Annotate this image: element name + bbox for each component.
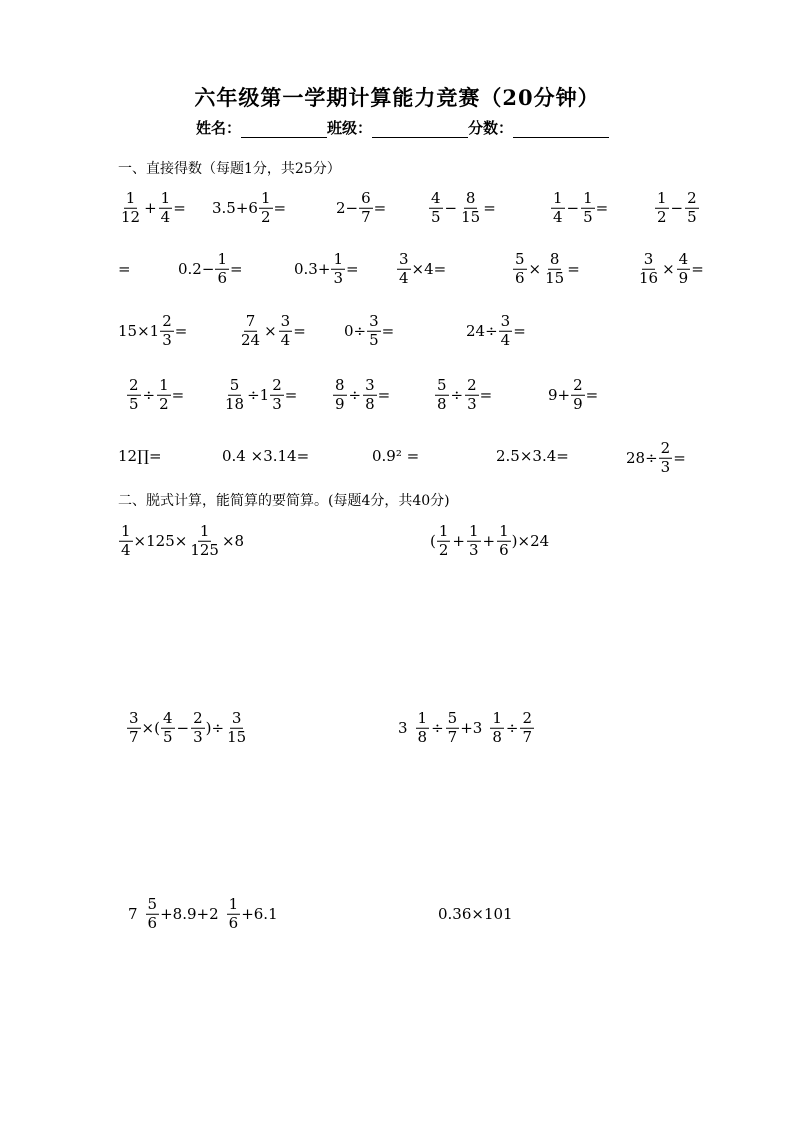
equals-sign: = (118, 260, 131, 278)
operand: 2.5×3.4= (496, 447, 569, 465)
operator: − (670, 199, 684, 217)
equals-sign: = (513, 322, 526, 340)
equals-sign: = (373, 199, 387, 217)
fraction (146, 894, 160, 932)
denominator: 8 (437, 394, 447, 413)
denominator: 5 (129, 394, 139, 413)
fraction (119, 521, 133, 559)
fraction (259, 188, 273, 226)
denominator: 16 (639, 268, 659, 287)
equals-sign: = (377, 386, 391, 404)
problem (222, 447, 309, 465)
fraction (161, 708, 175, 746)
fraction (160, 311, 174, 349)
operator: × (264, 322, 277, 340)
fraction (543, 249, 566, 287)
numerator: 1 (199, 521, 210, 540)
fraction (677, 249, 691, 287)
problem (222, 375, 298, 413)
denominator: 3 (468, 540, 479, 559)
denominator: 8 (365, 394, 375, 413)
numerator: 3 (643, 249, 654, 268)
problem (344, 311, 395, 349)
numerator: 4 (162, 708, 173, 727)
fraction (499, 311, 513, 349)
equals-sign: = (585, 386, 599, 404)
numerator: 1 (121, 521, 131, 540)
numerator: 1 (438, 521, 449, 540)
student-info-line (196, 117, 609, 138)
fraction (159, 188, 173, 226)
problem (118, 260, 131, 278)
denominator: 6 (499, 540, 509, 559)
operator: ÷ (450, 386, 464, 404)
problem (118, 447, 162, 465)
fraction (459, 188, 482, 226)
equals-sign: = (173, 199, 186, 217)
denominator: 3 (467, 394, 477, 413)
operand: 9+ (548, 386, 571, 404)
operator: + (452, 532, 465, 550)
class-label: 班级： (327, 119, 373, 137)
operator: ÷ (431, 719, 444, 737)
fraction (127, 708, 141, 746)
operator: − (176, 719, 190, 737)
operator: ÷ (505, 719, 519, 737)
fraction (520, 708, 534, 746)
denominator: 3 (193, 727, 203, 746)
numerator: 1 (217, 249, 227, 268)
problem (626, 438, 686, 476)
problem (548, 375, 599, 413)
problem (372, 447, 419, 465)
section-2-heading: 二、脱式计算，能简算的要简算。(每题4分，共40分) (118, 493, 450, 509)
problem (118, 188, 186, 226)
numerator: 7 (245, 311, 256, 330)
problem (178, 249, 243, 287)
problem (332, 375, 391, 413)
denominator: 4 (160, 207, 171, 226)
fraction (367, 311, 381, 349)
fraction (571, 375, 585, 413)
fraction (659, 438, 673, 476)
numerator: 5 (447, 708, 458, 727)
denominator: 4 (280, 330, 291, 349)
fraction (157, 375, 171, 413)
operand: ×4= (411, 260, 447, 278)
numerator: 8 (549, 249, 560, 268)
fraction (416, 708, 430, 746)
fraction (223, 375, 246, 413)
denominator: 3 (333, 268, 343, 287)
equals-sign: = (595, 199, 609, 217)
problem (126, 375, 185, 413)
fraction (225, 708, 248, 746)
operand: 12∏= (118, 447, 162, 465)
numerator: 4 (678, 249, 689, 268)
fraction (227, 894, 241, 932)
fraction (467, 521, 481, 559)
operator: − (566, 199, 580, 217)
operand: 0.9² = (372, 447, 420, 465)
name-label: 姓名： (196, 119, 242, 137)
denominator: 2 (438, 540, 449, 559)
problem (512, 249, 580, 287)
problem (336, 188, 387, 226)
numerator: 1 (492, 708, 502, 727)
fraction (490, 708, 504, 746)
equals-sign: = (229, 260, 243, 278)
numerator: 1 (553, 188, 563, 207)
denominator: 4 (553, 207, 563, 226)
equals-sign: = (483, 199, 496, 217)
denominator: 6 (228, 913, 239, 932)
denominator: 2 (657, 207, 667, 226)
denominator: 4 (399, 268, 409, 287)
problem (438, 905, 513, 923)
numerator: 1 (160, 188, 171, 207)
problem (396, 249, 447, 287)
numerator: 3 (369, 311, 379, 330)
denominator: 24 (241, 330, 261, 349)
equals-sign: = (479, 386, 493, 404)
numerator: 1 (417, 708, 428, 727)
operand: 3.5+6 (212, 199, 258, 217)
denominator: 5 (431, 207, 441, 226)
denominator: 6 (147, 913, 158, 932)
equals-sign: = (381, 322, 395, 340)
operand: +3 (460, 719, 483, 737)
numerator: 1 (260, 188, 271, 207)
fraction (581, 188, 595, 226)
operand: )×24 (511, 532, 550, 550)
denominator: 7 (522, 727, 533, 746)
name-blank[interactable] (241, 123, 327, 138)
section-1-heading: 一、直接得数（每题1分，共25分） (118, 161, 341, 177)
operator: × (662, 260, 675, 278)
class-blank[interactable] (372, 123, 468, 138)
denominator: 2 (159, 394, 169, 413)
whole-number: 7 (128, 905, 138, 923)
fraction (270, 375, 284, 413)
denominator: 2 (260, 207, 271, 226)
problem (398, 708, 535, 746)
denominator: 12 (121, 207, 141, 226)
numerator: 2 (129, 375, 139, 394)
paren: ( (430, 532, 436, 550)
problem (212, 188, 287, 226)
denominator: 5 (369, 330, 379, 349)
denominator: 15 (227, 727, 247, 746)
operator: − (444, 199, 458, 217)
denominator: 8 (417, 727, 428, 746)
problem (428, 188, 496, 226)
denominator: 7 (129, 727, 139, 746)
denominator: 5 (583, 207, 593, 226)
denominator: 6 (515, 268, 525, 287)
numerator: 3 (129, 708, 139, 727)
fraction (446, 708, 460, 746)
numerator: 1 (583, 188, 593, 207)
operand: 28÷ (626, 449, 658, 467)
fraction (497, 521, 511, 559)
denominator: 5 (162, 727, 173, 746)
numerator: 8 (335, 375, 345, 394)
equals-sign: = (691, 260, 704, 278)
numerator: 1 (228, 894, 239, 913)
denominator: 4 (500, 330, 511, 349)
fraction (279, 311, 293, 349)
denominator: 7 (447, 727, 458, 746)
denominator: 9 (573, 394, 583, 413)
numerator: 1 (499, 521, 509, 540)
problem (434, 375, 493, 413)
operand: 0÷ (344, 322, 367, 340)
operand: +6.1 (241, 905, 278, 923)
problem (238, 311, 306, 349)
denominator: 3 (162, 330, 172, 349)
fraction (513, 249, 527, 287)
equals-sign: = (284, 386, 298, 404)
operand: +8.9+2 (160, 905, 219, 923)
numerator: 2 (660, 438, 671, 457)
denominator: 15 (461, 207, 481, 226)
operand: 0.3+ (294, 260, 331, 278)
fraction (429, 188, 443, 226)
denominator: 5 (687, 207, 697, 226)
denominator: 4 (121, 540, 131, 559)
fraction (437, 521, 451, 559)
numerator: 1 (468, 521, 479, 540)
fraction (331, 249, 345, 287)
problem (118, 311, 188, 349)
fraction (655, 188, 669, 226)
operand: ×125× (133, 532, 188, 550)
denominator: 8 (492, 727, 502, 746)
numerator: 8 (465, 188, 476, 207)
fraction (363, 375, 377, 413)
numerator: 1 (333, 249, 343, 268)
denominator: 125 (190, 540, 219, 559)
operand: 0.36×101 (438, 905, 513, 923)
numerator: 3 (365, 375, 375, 394)
fraction (551, 188, 565, 226)
denominator: 7 (361, 207, 371, 226)
fraction (188, 521, 221, 559)
operand: 0.4 ×3.14= (222, 447, 310, 465)
problem (128, 894, 278, 932)
numerator: 2 (687, 188, 697, 207)
problem (430, 521, 550, 559)
operator: ÷ (142, 386, 156, 404)
numerator: 2 (272, 375, 282, 394)
operator: + (482, 532, 496, 550)
denominator: 6 (217, 268, 227, 287)
equals-sign: = (273, 199, 287, 217)
fraction (215, 249, 229, 287)
fraction (119, 188, 142, 226)
numerator: 2 (467, 375, 477, 394)
equals-sign: = (174, 322, 188, 340)
denominator: 18 (225, 394, 245, 413)
numerator: 6 (361, 188, 371, 207)
fraction (435, 375, 449, 413)
numerator: 3 (231, 708, 242, 727)
equals-sign: = (673, 449, 686, 467)
fraction (637, 249, 660, 287)
equals-sign: = (171, 386, 185, 404)
fraction (359, 188, 373, 226)
denominator: 3 (272, 394, 282, 413)
operand: ×( (141, 719, 160, 737)
numerator: 5 (147, 894, 158, 913)
fraction (127, 375, 141, 413)
fraction (191, 708, 205, 746)
numerator: 5 (515, 249, 525, 268)
numerator: 3 (399, 249, 409, 268)
numerator: 3 (280, 311, 291, 330)
numerator: 5 (437, 375, 447, 394)
equals-sign: = (345, 260, 359, 278)
numerator: 5 (229, 375, 240, 394)
operand: 15×1 (118, 322, 160, 340)
operand: 2− (336, 199, 359, 217)
numerator: 2 (162, 311, 172, 330)
fraction (333, 375, 347, 413)
page-title: 六年级第一学期计算能力竞赛（20分钟） (194, 85, 600, 110)
numerator: 2 (193, 708, 203, 727)
operand: )÷ (205, 719, 225, 737)
numerator: 1 (159, 375, 169, 394)
numerator: 3 (500, 311, 511, 330)
numerator: 2 (522, 708, 533, 727)
problem (466, 311, 526, 349)
denominator: 9 (678, 268, 689, 287)
operator: ÷ (348, 386, 362, 404)
score-blank[interactable] (513, 123, 609, 138)
fraction (685, 188, 699, 226)
denominator: 3 (660, 457, 671, 476)
whole-number: 3 (398, 719, 408, 737)
problem (550, 188, 609, 226)
fraction (397, 249, 411, 287)
numerator: 1 (125, 188, 136, 207)
operand: ×8 (221, 532, 245, 550)
problem (636, 249, 704, 287)
operator: + (144, 199, 157, 217)
score-label: 分数： (468, 119, 514, 137)
numerator: 1 (657, 188, 667, 207)
fraction (239, 311, 262, 349)
operand: ÷1 (247, 386, 270, 404)
operator: × (528, 260, 542, 278)
problem (654, 188, 700, 226)
equals-sign: = (567, 260, 580, 278)
numerator: 4 (431, 188, 441, 207)
operand: 0.2− (178, 260, 215, 278)
denominator: 9 (335, 394, 345, 413)
equals-sign: = (293, 322, 306, 340)
problem (496, 447, 569, 465)
numerator: 2 (573, 375, 583, 394)
problem (118, 521, 245, 559)
denominator: 15 (545, 268, 565, 287)
problem (294, 249, 359, 287)
fraction (465, 375, 479, 413)
problem (126, 708, 249, 746)
operand: 24÷ (466, 322, 498, 340)
